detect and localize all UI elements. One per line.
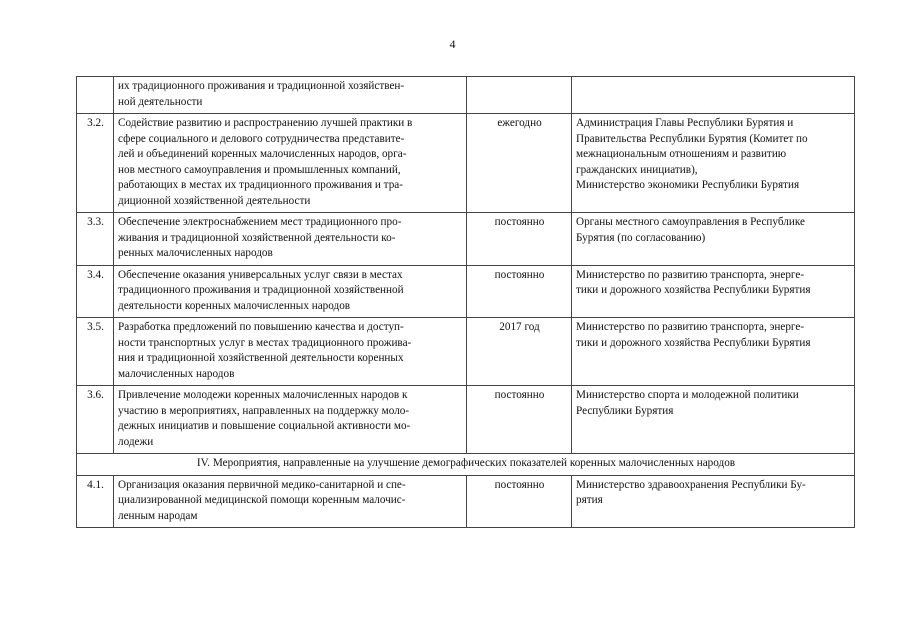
item-number: 3.2. (77, 114, 114, 213)
table-row (77, 265, 855, 318)
responsible-line: Республики Бурятия (576, 404, 674, 417)
table-row (77, 213, 855, 266)
description-line: Организация оказания первичной медико-санитарной и спе- (118, 478, 406, 491)
responsible-line: Бурятия (по согласованию) (576, 231, 706, 244)
measures-table (76, 76, 855, 528)
description-line: диционной хозяйственной деятельности (118, 194, 311, 207)
execution-term: постоянно (467, 386, 572, 454)
responsible-executors (572, 77, 855, 114)
execution-term: постоянно (467, 475, 572, 528)
item-number: 4.1. (77, 475, 114, 528)
table-row (77, 386, 855, 454)
responsible-executors (572, 386, 855, 454)
item-number: 3.4. (77, 265, 114, 318)
responsible-line: межнациональным отношениям и развитию (576, 148, 787, 160)
description-line: дежных инициатив и повышение социальной активности мо- (118, 420, 411, 432)
description-line: ности транспортных услуг в местах традиционного прожива- (118, 336, 412, 349)
responsible-executors (572, 265, 855, 318)
description-line: Привлечение молодежи коренных малочисленных народов к (118, 389, 408, 401)
measure-description (114, 213, 467, 266)
description-line: Обеспечение оказания универсальных услуг связи в местах (118, 268, 403, 281)
responsible-executors (572, 114, 855, 213)
responsible-line: Министерство по развитию транспорта, энерге- (576, 268, 805, 281)
description-line: традиционного проживания и традиционной хозяйственной (118, 284, 404, 296)
description-line: живания и традиционной хозяйственной деятельности ко- (118, 231, 396, 244)
responsible-line: гражданских инициатив), (576, 163, 698, 176)
measure-description (114, 77, 467, 114)
description-line: Обеспечение электроснабжением мест традиционного про- (118, 216, 402, 228)
responsible-line: Правительства Республики Бурятия (Комитет по (576, 132, 808, 145)
table-body (77, 77, 855, 528)
responsible-line: Министерство по развитию транспорта, энерге- (576, 321, 805, 333)
responsible-executors (572, 475, 855, 528)
description-line: ленным народам (118, 509, 198, 522)
page-number: 4 (449, 37, 456, 51)
responsible-line: Министерство здравоохранения Республики Бу- (576, 478, 806, 491)
table-row (77, 318, 855, 386)
description-line: деятельности коренных малочисленных народов (118, 299, 351, 312)
description-line: ренных малочисленных народов (118, 247, 273, 259)
item-number: 3.6. (77, 386, 114, 454)
table-row (77, 475, 855, 528)
responsible-line: Органы местного самоуправления в Республике (576, 216, 805, 228)
description-line: участию в мероприятиях, направленных на поддержку моло- (118, 404, 410, 417)
description-line: работающих в местах их традиционного проживания и тра- (118, 179, 403, 191)
responsible-line: тики и дорожного хозяйства Республики Бурятия (576, 284, 811, 296)
description-line: их традиционного проживания и традиционной хозяйствен- (118, 80, 405, 92)
measure-description (114, 318, 467, 386)
description-line: сфере социального и делового сотрудничества представите- (118, 132, 405, 145)
description-line: нов местного самоуправления и промышленных компаний, (118, 163, 401, 176)
section-header-row (77, 454, 855, 476)
execution-term: 2017 год (467, 318, 572, 386)
measure-description (114, 114, 467, 213)
responsible-line: рятия (576, 494, 603, 506)
table-row (77, 77, 855, 114)
measure-description (114, 475, 467, 528)
table-row (77, 114, 855, 213)
description-line: Разработка предложений по повышению качества и доступ- (118, 321, 404, 333)
responsible-line: Администрация Главы Республики Бурятия и (576, 117, 794, 129)
section-title: IV. Мероприятия, направленные на улучшение демографических показателей коренных малочисленных народов (77, 454, 855, 476)
description-line: Содействие развитию и распространению лучшей практики в (118, 117, 413, 129)
item-number: 3.3. (77, 213, 114, 266)
responsible-line: Министерство спорта и молодежной политики (576, 389, 799, 401)
item-number (77, 77, 114, 114)
responsible-executors (572, 213, 855, 266)
item-number: 3.5. (77, 318, 114, 386)
description-line: лодежи (118, 435, 154, 448)
description-line: ния и традиционной хозяйственной деятельности коренных (118, 352, 404, 364)
execution-term: постоянно (467, 265, 572, 318)
execution-term: постоянно (467, 213, 572, 266)
execution-term (467, 77, 572, 114)
measure-description (114, 265, 467, 318)
description-line: лей и объединений коренных малочисленных народов, орга- (118, 148, 407, 160)
responsible-line: Министерство экономики Республики Бурятия (576, 179, 800, 191)
responsible-line: тики и дорожного хозяйства Республики Бурятия (576, 336, 811, 349)
description-line: ной деятельности (118, 95, 203, 108)
responsible-executors (572, 318, 855, 386)
measure-description (114, 386, 467, 454)
description-line: малочисленных народов (118, 367, 235, 380)
execution-term: ежегодно (467, 114, 572, 213)
description-line: циализированной медицинской помощи коренным малочис- (118, 494, 406, 506)
